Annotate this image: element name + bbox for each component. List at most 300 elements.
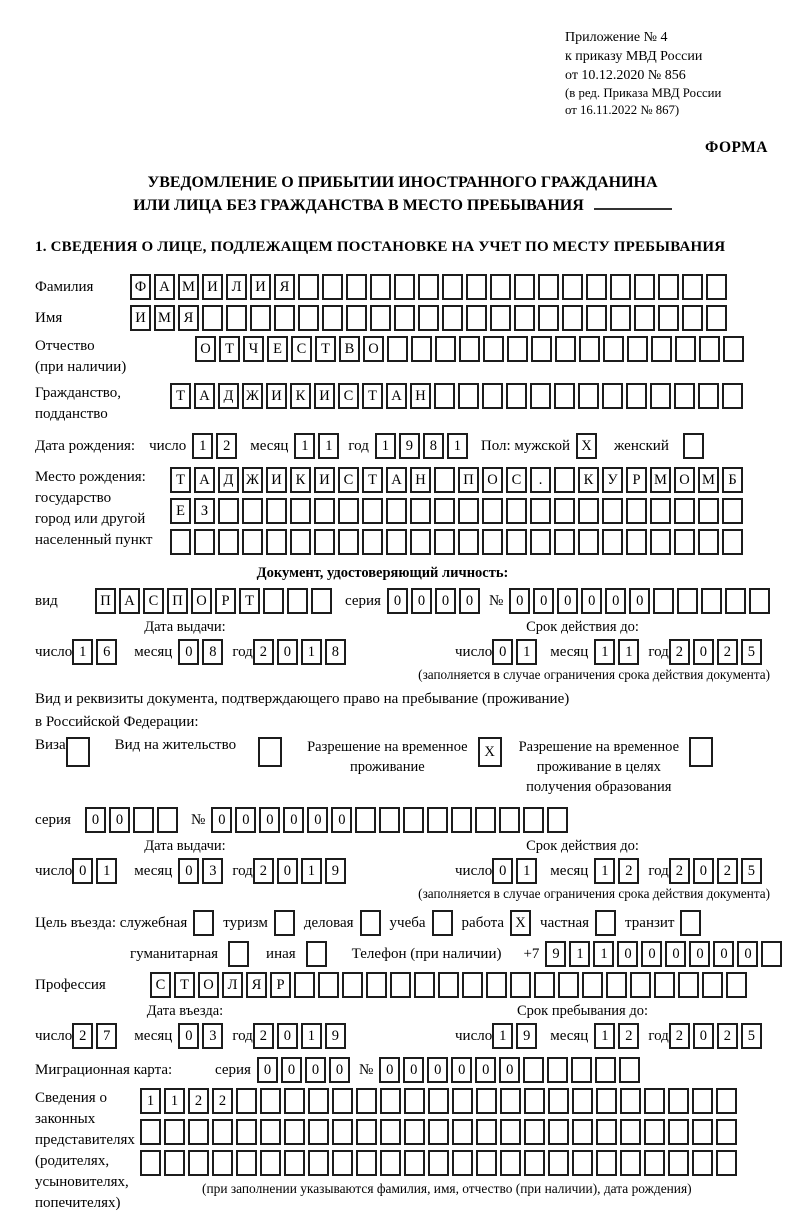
form-cell[interactable]: Л <box>222 972 243 998</box>
form-cell[interactable]: 0 <box>277 639 298 665</box>
form-cell[interactable]: 9 <box>545 941 566 967</box>
form-cell[interactable]: 0 <box>533 588 554 614</box>
form-cell[interactable] <box>634 274 655 300</box>
form-cell[interactable] <box>414 972 435 998</box>
resdoc-expiry-day-input[interactable] <box>492 858 540 884</box>
form-cell[interactable]: 0 <box>283 807 304 833</box>
form-cell[interactable] <box>356 1119 377 1145</box>
birth-day-input[interactable] <box>192 433 240 459</box>
form-cell[interactable]: 0 <box>259 807 280 833</box>
form-cell[interactable] <box>274 910 295 936</box>
form-cell[interactable] <box>698 529 719 555</box>
sex-female-checkbox[interactable] <box>683 433 707 459</box>
surname-input[interactable] <box>130 274 730 300</box>
form-cell[interactable] <box>218 498 239 524</box>
form-cell[interactable]: Т <box>362 383 383 409</box>
form-cell[interactable] <box>226 305 247 331</box>
form-cell[interactable] <box>675 336 696 362</box>
form-cell[interactable] <box>554 383 575 409</box>
form-cell[interactable] <box>726 972 747 998</box>
form-cell[interactable]: Я <box>178 305 199 331</box>
purpose-transit-checkbox[interactable] <box>680 910 704 936</box>
visa-checkbox[interactable] <box>66 737 93 767</box>
form-cell[interactable]: 1 <box>301 639 322 665</box>
form-cell[interactable] <box>507 336 528 362</box>
form-cell[interactable] <box>298 305 319 331</box>
form-cell[interactable]: 8 <box>423 433 444 459</box>
form-cell[interactable]: И <box>266 467 287 493</box>
form-cell[interactable] <box>284 1088 305 1114</box>
form-cell[interactable] <box>212 1119 233 1145</box>
form-cell[interactable]: Т <box>362 467 383 493</box>
form-cell[interactable] <box>428 1088 449 1114</box>
form-cell[interactable] <box>260 1119 281 1145</box>
form-cell[interactable] <box>692 1088 713 1114</box>
form-cell[interactable] <box>578 529 599 555</box>
form-cell[interactable] <box>524 1150 545 1176</box>
form-cell[interactable] <box>387 336 408 362</box>
form-cell[interactable]: Т <box>170 467 191 493</box>
form-cell[interactable]: С <box>338 467 359 493</box>
form-cell[interactable]: 0 <box>277 858 298 884</box>
resdoc-issue-day-input[interactable] <box>72 858 120 884</box>
form-cell[interactable] <box>668 1088 689 1114</box>
birthplace-line2-input[interactable] <box>170 498 746 524</box>
profession-input[interactable] <box>150 972 750 998</box>
form-cell[interactable] <box>482 498 503 524</box>
form-cell[interactable] <box>678 972 699 998</box>
form-cell[interactable]: Н <box>410 467 431 493</box>
form-cell[interactable]: Р <box>215 588 236 614</box>
form-cell[interactable]: 0 <box>109 807 130 833</box>
form-cell[interactable] <box>284 1119 305 1145</box>
form-cell[interactable] <box>586 274 607 300</box>
form-cell[interactable]: 1 <box>318 433 339 459</box>
form-cell[interactable]: 0 <box>403 1057 424 1083</box>
form-cell[interactable] <box>572 1088 593 1114</box>
form-cell[interactable]: Т <box>170 383 191 409</box>
iddoc-issue-year-input[interactable] <box>253 639 349 665</box>
form-cell[interactable] <box>554 529 575 555</box>
form-cell[interactable] <box>716 1119 737 1145</box>
form-cell[interactable]: А <box>386 383 407 409</box>
form-cell[interactable]: 1 <box>192 433 213 459</box>
resdoc-issue-month-input[interactable] <box>178 858 226 884</box>
form-cell[interactable] <box>370 274 391 300</box>
form-cell[interactable] <box>761 941 782 967</box>
form-cell[interactable] <box>582 972 603 998</box>
form-cell[interactable] <box>595 910 616 936</box>
form-cell[interactable]: С <box>150 972 171 998</box>
form-cell[interactable]: 2 <box>669 1023 690 1049</box>
entry-day-input[interactable] <box>72 1023 120 1049</box>
form-cell[interactable] <box>242 498 263 524</box>
iddoc-series-input[interactable] <box>387 588 483 614</box>
form-cell[interactable] <box>390 972 411 998</box>
resdoc-series-input[interactable] <box>85 807 181 833</box>
form-cell[interactable] <box>308 1150 329 1176</box>
form-cell[interactable] <box>458 383 479 409</box>
form-cell[interactable] <box>602 529 623 555</box>
form-cell[interactable]: Р <box>626 467 647 493</box>
form-cell[interactable]: 9 <box>325 858 346 884</box>
form-cell[interactable] <box>332 1150 353 1176</box>
form-cell[interactable]: И <box>202 274 223 300</box>
form-cell[interactable] <box>332 1119 353 1145</box>
birthplace-line3-input[interactable] <box>170 529 746 555</box>
iddoc-expiry-month-input[interactable] <box>594 639 642 665</box>
form-cell[interactable]: О <box>191 588 212 614</box>
form-cell[interactable] <box>332 1088 353 1114</box>
form-cell[interactable] <box>725 588 746 614</box>
form-cell[interactable] <box>370 305 391 331</box>
form-cell[interactable] <box>266 529 287 555</box>
form-cell[interactable] <box>596 1088 617 1114</box>
form-cell[interactable]: Ж <box>242 383 263 409</box>
form-cell[interactable] <box>418 274 439 300</box>
form-cell[interactable]: 1 <box>516 858 537 884</box>
form-cell[interactable]: 1 <box>294 433 315 459</box>
resdoc-number-input[interactable] <box>211 807 571 833</box>
purpose-business-checkbox[interactable] <box>360 910 384 936</box>
form-cell[interactable]: 1 <box>618 639 639 665</box>
form-cell[interactable] <box>578 498 599 524</box>
form-cell[interactable] <box>499 807 520 833</box>
form-cell[interactable] <box>524 1088 545 1114</box>
form-cell[interactable] <box>650 498 671 524</box>
form-cell[interactable]: 1 <box>164 1088 185 1114</box>
form-cell[interactable] <box>538 305 559 331</box>
form-cell[interactable] <box>547 807 568 833</box>
form-cell[interactable] <box>434 383 455 409</box>
form-cell[interactable] <box>379 807 400 833</box>
form-cell[interactable]: 2 <box>717 1023 738 1049</box>
form-cell[interactable] <box>500 1088 521 1114</box>
form-cell[interactable]: 9 <box>399 433 420 459</box>
form-cell[interactable] <box>668 1150 689 1176</box>
form-cell[interactable]: 2 <box>216 433 237 459</box>
form-cell[interactable] <box>620 1119 641 1145</box>
form-cell[interactable] <box>475 807 496 833</box>
form-cell[interactable] <box>626 498 647 524</box>
form-cell[interactable]: С <box>506 467 527 493</box>
form-cell[interactable]: В <box>339 336 360 362</box>
form-cell[interactable] <box>236 1088 257 1114</box>
form-cell[interactable] <box>716 1150 737 1176</box>
form-cell[interactable]: 2 <box>717 639 738 665</box>
entry-year-input[interactable] <box>253 1023 349 1049</box>
form-cell[interactable]: 9 <box>516 1023 537 1049</box>
form-cell[interactable] <box>500 1150 521 1176</box>
form-cell[interactable] <box>523 807 544 833</box>
form-cell[interactable] <box>338 498 359 524</box>
form-cell[interactable] <box>212 1150 233 1176</box>
iddoc-expiry-year-input[interactable] <box>669 639 765 665</box>
form-cell[interactable] <box>164 1119 185 1145</box>
form-cell[interactable] <box>500 1119 521 1145</box>
form-cell[interactable] <box>620 1150 641 1176</box>
form-cell[interactable]: 0 <box>435 588 456 614</box>
form-cell[interactable] <box>651 336 672 362</box>
form-cell[interactable]: 0 <box>178 858 199 884</box>
form-cell[interactable] <box>619 1057 640 1083</box>
form-cell[interactable] <box>314 529 335 555</box>
form-cell[interactable]: 0 <box>459 588 480 614</box>
form-cell[interactable] <box>538 274 559 300</box>
form-cell[interactable] <box>506 383 527 409</box>
rvp-education-checkbox[interactable] <box>689 737 716 767</box>
form-cell[interactable] <box>602 498 623 524</box>
form-cell[interactable]: 0 <box>72 858 93 884</box>
form-cell[interactable] <box>380 1088 401 1114</box>
form-cell[interactable] <box>164 1150 185 1176</box>
form-cell[interactable]: З <box>194 498 215 524</box>
form-cell[interactable]: 0 <box>329 1057 350 1083</box>
form-cell[interactable] <box>346 274 367 300</box>
form-cell[interactable] <box>650 529 671 555</box>
form-cell[interactable] <box>610 274 631 300</box>
form-cell[interactable] <box>699 336 720 362</box>
form-cell[interactable]: 0 <box>85 807 106 833</box>
form-cell[interactable] <box>682 305 703 331</box>
form-cell[interactable] <box>342 972 363 998</box>
form-cell[interactable]: А <box>194 383 215 409</box>
form-cell[interactable] <box>452 1088 473 1114</box>
guardians-line2-input[interactable] <box>140 1119 740 1145</box>
form-cell[interactable] <box>193 910 214 936</box>
form-cell[interactable]: 3 <box>202 858 223 884</box>
form-cell[interactable] <box>683 433 704 459</box>
form-cell[interactable]: П <box>95 588 116 614</box>
form-cell[interactable]: И <box>250 274 271 300</box>
form-cell[interactable] <box>427 807 448 833</box>
form-cell[interactable]: 2 <box>72 1023 93 1049</box>
form-cell[interactable]: 1 <box>569 941 590 967</box>
form-cell[interactable]: О <box>363 336 384 362</box>
form-cell[interactable] <box>170 529 191 555</box>
form-cell[interactable] <box>506 498 527 524</box>
form-cell[interactable] <box>706 274 727 300</box>
form-cell[interactable] <box>263 588 284 614</box>
form-cell[interactable]: 1 <box>593 941 614 967</box>
form-cell[interactable] <box>194 529 215 555</box>
form-cell[interactable] <box>290 529 311 555</box>
form-cell[interactable]: М <box>698 467 719 493</box>
form-cell[interactable]: 1 <box>301 858 322 884</box>
form-cell[interactable]: 2 <box>212 1088 233 1114</box>
form-cell[interactable] <box>627 336 648 362</box>
form-cell[interactable] <box>322 305 343 331</box>
form-cell[interactable] <box>716 1088 737 1114</box>
form-cell[interactable] <box>432 910 453 936</box>
form-cell[interactable]: . <box>530 467 551 493</box>
form-cell[interactable] <box>260 1150 281 1176</box>
entry-month-input[interactable] <box>178 1023 226 1049</box>
form-cell[interactable]: А <box>194 467 215 493</box>
form-cell[interactable] <box>674 498 695 524</box>
form-cell[interactable]: 0 <box>178 1023 199 1049</box>
form-cell[interactable]: 0 <box>557 588 578 614</box>
form-cell[interactable] <box>514 305 535 331</box>
form-cell[interactable] <box>510 972 531 998</box>
form-cell[interactable] <box>644 1088 665 1114</box>
form-cell[interactable] <box>434 529 455 555</box>
form-cell[interactable]: 0 <box>307 807 328 833</box>
form-cell[interactable] <box>266 498 287 524</box>
form-cell[interactable]: Е <box>267 336 288 362</box>
form-cell[interactable] <box>394 305 415 331</box>
form-cell[interactable] <box>362 498 383 524</box>
form-cell[interactable]: Д <box>218 383 239 409</box>
form-cell[interactable] <box>66 737 90 767</box>
iddoc-kind-input[interactable] <box>95 588 335 614</box>
form-cell[interactable] <box>290 498 311 524</box>
form-cell[interactable]: Я <box>274 274 295 300</box>
form-cell[interactable] <box>298 274 319 300</box>
form-cell[interactable]: М <box>154 305 175 331</box>
purpose-tourism-checkbox[interactable] <box>274 910 298 936</box>
form-cell[interactable]: 1 <box>492 1023 513 1049</box>
purpose-other-checkbox[interactable] <box>306 941 330 967</box>
form-cell[interactable] <box>346 305 367 331</box>
iddoc-issue-month-input[interactable] <box>178 639 226 665</box>
form-cell[interactable] <box>202 305 223 331</box>
form-cell[interactable]: 0 <box>211 807 232 833</box>
form-cell[interactable]: 0 <box>281 1057 302 1083</box>
form-cell[interactable]: Т <box>174 972 195 998</box>
form-cell[interactable] <box>380 1150 401 1176</box>
form-cell[interactable] <box>458 498 479 524</box>
form-cell[interactable] <box>428 1150 449 1176</box>
form-cell[interactable]: О <box>674 467 695 493</box>
form-cell[interactable] <box>530 383 551 409</box>
form-cell[interactable] <box>236 1150 257 1176</box>
sex-male-checkbox[interactable] <box>576 433 600 459</box>
form-cell[interactable] <box>682 274 703 300</box>
form-cell[interactable]: 1 <box>447 433 468 459</box>
form-cell[interactable]: 0 <box>235 807 256 833</box>
form-cell[interactable]: X <box>478 737 502 767</box>
form-cell[interactable]: 2 <box>253 639 274 665</box>
form-cell[interactable]: 0 <box>693 1023 714 1049</box>
form-cell[interactable]: 1 <box>516 639 537 665</box>
form-cell[interactable] <box>322 274 343 300</box>
guardians-line3-input[interactable] <box>140 1150 740 1176</box>
form-cell[interactable] <box>578 383 599 409</box>
form-cell[interactable]: 3 <box>202 1023 223 1049</box>
form-cell[interactable]: 0 <box>475 1057 496 1083</box>
form-cell[interactable]: Т <box>315 336 336 362</box>
form-cell[interactable]: 1 <box>72 639 93 665</box>
form-cell[interactable] <box>458 529 479 555</box>
form-cell[interactable] <box>476 1119 497 1145</box>
form-cell[interactable] <box>722 498 743 524</box>
form-cell[interactable] <box>438 972 459 998</box>
form-cell[interactable]: П <box>458 467 479 493</box>
form-cell[interactable]: 2 <box>618 1023 639 1049</box>
form-cell[interactable] <box>482 383 503 409</box>
form-cell[interactable]: 0 <box>499 1057 520 1083</box>
iddoc-expiry-day-input[interactable] <box>492 639 540 665</box>
form-cell[interactable] <box>236 1119 257 1145</box>
form-cell[interactable] <box>668 1119 689 1145</box>
patronymic-input[interactable] <box>195 336 747 362</box>
form-cell[interactable]: 0 <box>665 941 686 967</box>
purpose-work-checkbox[interactable] <box>510 910 534 936</box>
form-cell[interactable] <box>603 336 624 362</box>
phone-input[interactable] <box>545 941 785 967</box>
form-cell[interactable] <box>308 1088 329 1114</box>
form-cell[interactable]: А <box>119 588 140 614</box>
form-cell[interactable]: Ж <box>242 467 263 493</box>
form-cell[interactable]: С <box>338 383 359 409</box>
form-cell[interactable]: 0 <box>257 1057 278 1083</box>
form-cell[interactable] <box>534 972 555 998</box>
resdoc-issue-year-input[interactable] <box>253 858 349 884</box>
citizenship-input[interactable] <box>170 383 746 409</box>
form-cell[interactable]: 2 <box>669 858 690 884</box>
form-cell[interactable] <box>294 972 315 998</box>
form-cell[interactable] <box>626 529 647 555</box>
form-cell[interactable]: 0 <box>629 588 650 614</box>
form-cell[interactable] <box>284 1150 305 1176</box>
form-cell[interactable]: Я <box>246 972 267 998</box>
form-cell[interactable] <box>274 305 295 331</box>
form-cell[interactable] <box>654 972 675 998</box>
form-cell[interactable]: 0 <box>737 941 758 967</box>
form-cell[interactable] <box>514 274 535 300</box>
form-cell[interactable]: П <box>167 588 188 614</box>
form-cell[interactable] <box>287 588 308 614</box>
form-cell[interactable]: 0 <box>277 1023 298 1049</box>
purpose-humanitarian-checkbox[interactable] <box>228 941 252 967</box>
form-cell[interactable]: 0 <box>331 807 352 833</box>
form-cell[interactable] <box>702 972 723 998</box>
form-cell[interactable] <box>466 274 487 300</box>
form-cell[interactable]: 0 <box>492 639 513 665</box>
form-cell[interactable] <box>650 383 671 409</box>
form-cell[interactable] <box>658 274 679 300</box>
form-cell[interactable] <box>442 274 463 300</box>
form-cell[interactable] <box>548 1150 569 1176</box>
form-cell[interactable] <box>314 498 335 524</box>
form-cell[interactable] <box>404 1088 425 1114</box>
form-cell[interactable] <box>722 383 743 409</box>
form-cell[interactable]: Р <box>270 972 291 998</box>
form-cell[interactable]: Ч <box>243 336 264 362</box>
form-cell[interactable] <box>595 1057 616 1083</box>
form-cell[interactable] <box>706 305 727 331</box>
form-cell[interactable] <box>586 305 607 331</box>
form-cell[interactable]: 0 <box>605 588 626 614</box>
form-cell[interactable] <box>490 305 511 331</box>
stay-year-input[interactable] <box>669 1023 765 1049</box>
form-cell[interactable] <box>140 1119 161 1145</box>
form-cell[interactable] <box>386 498 407 524</box>
form-cell[interactable] <box>610 305 631 331</box>
form-cell[interactable] <box>242 529 263 555</box>
form-cell[interactable]: Л <box>226 274 247 300</box>
form-cell[interactable] <box>356 1088 377 1114</box>
residence-permit-checkbox[interactable] <box>258 737 285 767</box>
form-cell[interactable] <box>698 383 719 409</box>
form-cell[interactable]: Н <box>410 383 431 409</box>
form-cell[interactable]: 2 <box>618 858 639 884</box>
form-cell[interactable] <box>506 529 527 555</box>
form-cell[interactable]: И <box>314 383 335 409</box>
form-cell[interactable]: 0 <box>509 588 530 614</box>
form-cell[interactable]: А <box>386 467 407 493</box>
